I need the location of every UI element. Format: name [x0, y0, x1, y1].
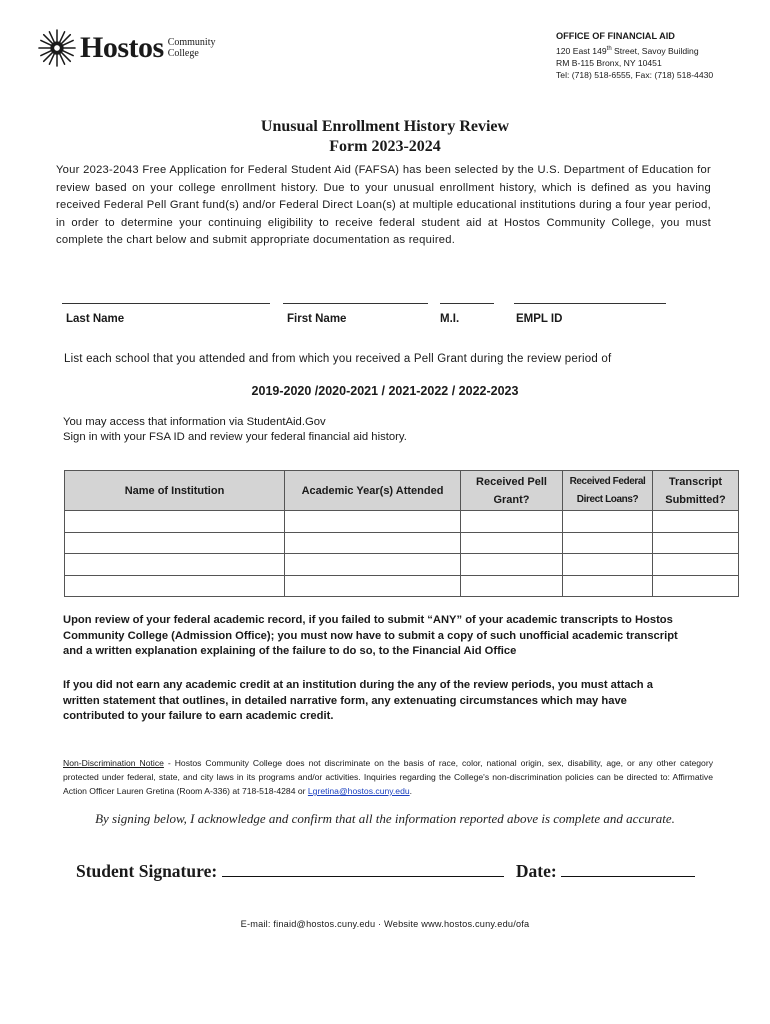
college-logo: [38, 28, 215, 68]
header-academic-years: Academic Year(s) Attended: [285, 471, 461, 511]
header-direct-loans: [563, 471, 653, 511]
intro-paragraph: Your 2023-2043 Free Application for Federal Student Aid (FAFSA) has been selected by the U.S. Department of Education for review based on your college enrollment history. Due to your unusual enrollment history, which is defined as you having received Federal Pell Grant fund(s) and/or Federal Direct Loan(s) at multiple educational institutions during a four year period, in order to determine your continuing eligibility to receive federal student aid at Hostos Community College, you must complete the chart below and submit appropriate documentation as required.: [56, 164, 711, 247]
pell-grant-input[interactable]: [461, 533, 562, 553]
review-period: 2019-2020 /2020-2021 / 2021-2022 / 2022-2023: [251, 384, 519, 398]
pell-grant-cell: [461, 511, 563, 533]
header-transcript-line-1: Transcript: [668, 475, 723, 488]
form-title-line-1: Unusual Enrollment History Review: [260, 118, 510, 135]
transcript-input[interactable]: [653, 512, 738, 532]
access-instructions: [63, 415, 407, 445]
header-institution: Name of Institution: [65, 471, 285, 511]
institution-input[interactable]: [65, 576, 284, 596]
logo-wordmark: Hostos: [80, 31, 164, 64]
first-name-field[interactable]: [283, 303, 428, 304]
header-loans-line-1: Received Federal: [569, 475, 646, 487]
date-field[interactable]: [561, 860, 695, 877]
access-line-1: You may access that information via StudentAid.Gov: [63, 416, 326, 428]
academic-years-input[interactable]: [285, 533, 460, 553]
street-prefix: 120 East 149: [556, 45, 607, 56]
direct-loans-cell: [563, 554, 653, 576]
header-transcript-line-2: Submitted?: [665, 493, 726, 506]
pell-grant-input[interactable]: [461, 555, 562, 575]
institution-cell: [65, 532, 285, 554]
institution-cell: [65, 511, 285, 533]
first-name-label: First Name: [287, 313, 347, 325]
notice-email-link[interactable]: Lgretina@hostos.cuny.edu: [307, 786, 410, 796]
middle-initial-field[interactable]: [440, 303, 494, 304]
academic-years-cell: [285, 554, 461, 576]
street-suffix-superscript: th: [606, 45, 612, 52]
no-credit-note: If you did not earn any academic credit at an institution during the any of the review periods, you must attach a written statement that outlines, in detailed narrative form, any extenuating circumstances which may have contributed to your failure to earn academic credit.: [63, 679, 653, 722]
office-address-room: RM B-115 Bronx, NY 10451: [556, 57, 662, 68]
academic-years-cell: [285, 575, 461, 597]
academic-years-input[interactable]: [285, 512, 460, 532]
logo-subtitle-line-2: College: [167, 48, 199, 59]
transcript-cell: [653, 575, 739, 597]
notice-end: .: [409, 786, 413, 796]
date-label: Date:: [515, 861, 557, 881]
table-header-row: [65, 471, 739, 511]
last-name-label: Last Name: [66, 313, 125, 325]
academic-years-input[interactable]: [285, 555, 460, 575]
academic-years-cell: [285, 532, 461, 554]
header-pell-grant: [461, 471, 563, 511]
form-title-line-2: Form 2023-2024: [329, 138, 441, 155]
transcript-requirement-note: Upon review of your federal academic record, if you failed to submit “ANY” of your academic transcripts to Hostos Community College (Admission Office); you must now have to submit a copy of such unofficial academic transcript and a written explanation explaining of the failure to do so, to the Financial Aid Office: [63, 614, 678, 657]
form-title: [0, 117, 770, 157]
logo-subtitle: [168, 37, 216, 59]
header-transcript: [653, 471, 739, 511]
pell-grant-input[interactable]: [461, 576, 562, 596]
street-rest: Street, Savoy Building: [611, 45, 699, 56]
student-signature-label: Student Signature:: [76, 861, 218, 881]
access-line-2: Sign in with your FSA ID and review your federal financial aid history.: [63, 431, 407, 443]
transcript-input[interactable]: [653, 555, 738, 575]
transcript-input[interactable]: [653, 576, 738, 596]
enrollment-history-table: [64, 470, 739, 597]
academic-years-input[interactable]: [285, 576, 460, 596]
direct-loans-cell: [563, 532, 653, 554]
office-title: OFFICE OF FINANCIAL AID: [556, 31, 675, 41]
sunburst-logo-icon: [38, 28, 76, 68]
office-phone: Tel: (718) 518-6555, Fax: (718) 518-4430: [556, 70, 714, 81]
transcript-cell: [653, 532, 739, 554]
school-instruction: List each school that you attended and from which you received a Pell Grant during the review period of: [64, 353, 612, 365]
middle-initial-label: M.I.: [440, 313, 460, 325]
table-row: [65, 575, 739, 597]
office-info: [556, 30, 713, 82]
academic-years-cell: [285, 511, 461, 533]
transcript-input[interactable]: [653, 533, 738, 553]
acknowledgement-statement: By signing below, I acknowledge and confirm that all the information reported above is complete and accurate.: [95, 811, 675, 826]
student-signature-field[interactable]: [222, 860, 504, 877]
empl-id-label: EMPL ID: [516, 313, 563, 325]
signature-line: [76, 860, 695, 882]
header-pell-line-1: Received Pell: [476, 475, 547, 488]
logo-subtitle-line-1: Community: [167, 37, 216, 48]
institution-cell: [65, 554, 285, 576]
notice-body: - Hostos Community College does not discriminate on the basis of race, color, national origin, sex, disability, age, or any other category protected under federal, state, and city laws in its programs and/or activities. Inquiries regarding the College's non-discrimination policies can be directed to: Affirmative Action Officer Lauren Gretina (Room A-336) at 718-518-4284 or: [63, 758, 713, 796]
pell-grant-cell: [461, 532, 563, 554]
empl-id-field[interactable]: [514, 303, 666, 304]
direct-loans-input[interactable]: [563, 533, 652, 553]
table-row: [65, 554, 739, 576]
notice-title: Non-Discrimination Notice: [63, 758, 164, 768]
direct-loans-input[interactable]: [563, 576, 652, 596]
transcript-cell: [653, 511, 739, 533]
institution-input[interactable]: [65, 512, 284, 532]
pell-grant-cell: [461, 575, 563, 597]
direct-loans-input[interactable]: [563, 555, 652, 575]
table-row: [65, 532, 739, 554]
pell-grant-input[interactable]: [461, 512, 562, 532]
direct-loans-cell: [563, 511, 653, 533]
transcript-cell: [653, 554, 739, 576]
header-loans-line-2: Direct Loans?: [576, 493, 639, 505]
institution-input[interactable]: [65, 555, 284, 575]
footer-contact: E-mail: finaid@hostos.cuny.edu · Website www.hostos.cuny.edu/ofa: [240, 919, 530, 929]
office-address-street: [556, 43, 713, 57]
institution-input[interactable]: [65, 533, 284, 553]
direct-loans-cell: [563, 575, 653, 597]
institution-cell: [65, 575, 285, 597]
header-pell-line-2: Grant?: [493, 493, 530, 506]
direct-loans-input[interactable]: [563, 512, 652, 532]
pell-grant-cell: [461, 554, 563, 576]
last-name-field[interactable]: [62, 303, 270, 304]
table-row: [65, 511, 739, 533]
non-discrimination-notice: [63, 756, 713, 798]
